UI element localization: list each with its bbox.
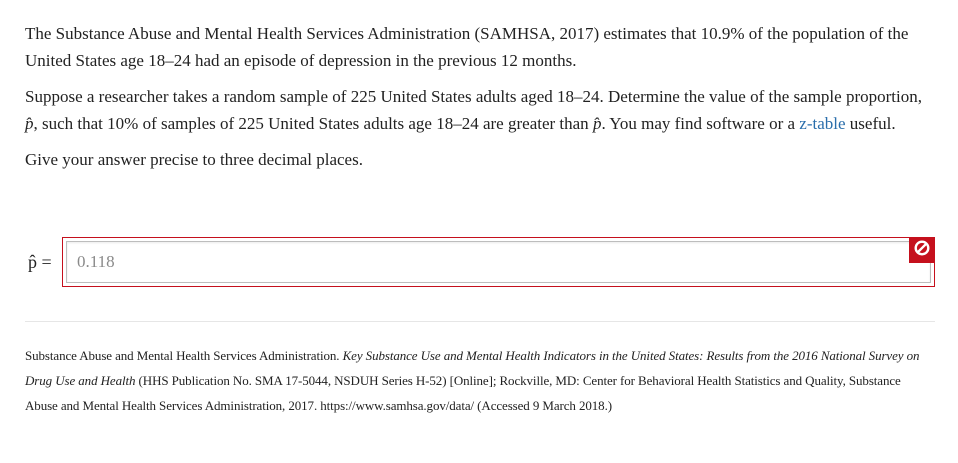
reference-title: Key Substance Use and Mental Health Indicators in the United States: Results from the 2016 National Survey on Drug Use and Health — [25, 348, 920, 388]
phat-symbol: p̂ — [592, 114, 602, 133]
section-divider — [25, 321, 935, 322]
question-text — [25, 20, 935, 173]
question-task — [25, 83, 935, 137]
task-text-2: , such that 10% of samples of 225 United States adults age 18–24 are greater than — [33, 114, 593, 133]
task-text-3: . You may find software or a — [601, 114, 800, 133]
answer-label: p̂ = — [28, 252, 52, 272]
task-text-1: Suppose a researcher takes a random sample of 225 United States adults aged 18–24. Determine the value of the sample proportion, — [25, 87, 922, 106]
answer-row — [25, 237, 935, 289]
reference-suffix: (HHS Publication No. SMA 17-5044, NSDUH Series H-52) [Online]; Rockville, MD: Center for Behavioral Health Statistics and Quality, Substance Abuse and Mental Health Services Administration, 2017. https://www.samhsa.gov/data/ (Accessed 9 March 2018.) — [25, 373, 901, 413]
answer-field-box — [66, 241, 931, 283]
z-table-link[interactable]: z-table — [799, 114, 846, 133]
question-intro: The Substance Abuse and Mental Health Services Administration (SAMHSA, 2017) estimates that 10.9% of the population of the United States age 18–24 had an episode of depression in the previous 12 months. — [25, 24, 909, 70]
task-text-4: useful. — [845, 114, 896, 133]
answer-field-frame — [62, 237, 935, 287]
reference-citation — [25, 343, 935, 418]
no-entry-icon — [914, 240, 930, 261]
precision-note: Give your answer precise to three decimal places. — [25, 150, 363, 169]
answer-input[interactable] — [67, 242, 930, 282]
reference-prefix: Substance Abuse and Mental Health Services Administration. — [25, 348, 343, 363]
incorrect-badge — [909, 237, 935, 263]
phat-symbol: p̂ — [25, 114, 34, 133]
